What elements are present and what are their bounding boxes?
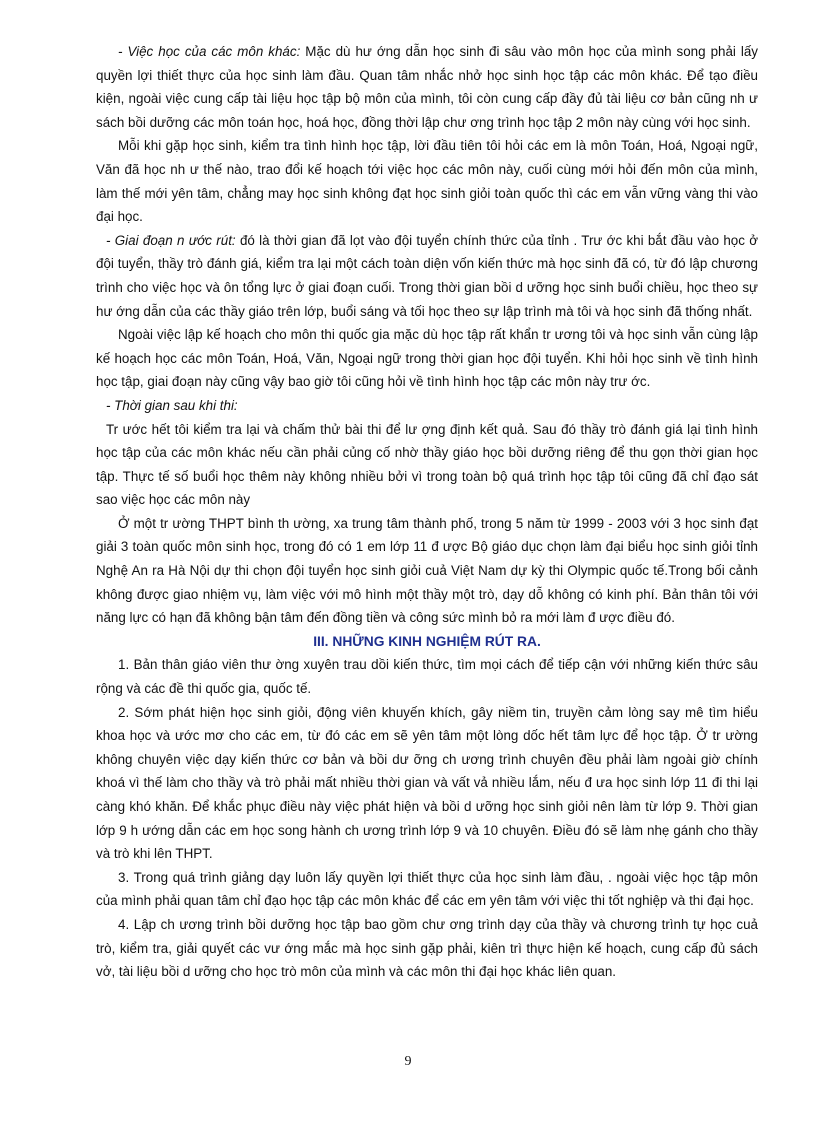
paragraph-meeting-students: Mỗi khi gặp học sinh, kiểm tra tình hình học tập, lời đầu tiên tôi hỏi các em là môn Toán, Hoá, Ngoại ngữ, Văn đã học nh ư thế nào, trao đổi kế hoạch tới việc học các môn này, cuối cùng mới hỏi đến môn của mình, làm thế mới yên tâm, chẳng may học sinh không đạt học sinh giỏi toàn quốc thì các em vẫn vững vàng thi vào đại học. xyxy=(96,138,758,225)
paragraph-label: - Việc học của các môn khác: xyxy=(118,44,301,59)
paragraph-after-exam-label: - Thời gian sau khi thi: xyxy=(106,397,238,413)
document-body xyxy=(96,40,758,984)
paragraph-text: Mặc dù hư ớng dẫn học sinh đi sâu vào môn học của mình song phải lấy quyền lợi thiết thực của học sinh làm đầu. Quan tâm nhắc nhở học sinh học tập các môn khác. Để tạo điều kiện, ngoài việc cung cấp tài liệu học tập bộ môn của mình, tôi còn cung cấp đầy đủ tài liệu cơ bản cũng nh ư sách bồi dưỡng các môn toán học, hoá học, đồng thời lập chư ơng trình học tập 2 môn này cùng với học sinh. xyxy=(96,44,758,130)
list-item-2: 2. Sớm phát hiện học sinh giỏi, động viên khuyến khích, gây niềm tin, truyền cảm lòng say mê tìm hiểu khoa học và ước mơ cho các em, từ đó các em sẽ yên tâm một lòng dốc hết tâm lực để học tập. Ở tr ường không chuyên việc dạy kiến thức cơ bản và bồi dư ỡng ch ương trình chuyên đều phải làm ngoài giờ chính khoá vì thế làm cho thầy và trò phải mất nhiều thời gian và vất vả nhiều lắm, nếu đ ưa học sinh lớp 11 đi thi lại càng khó khăn. Để khắc phục điều này việc phát hiện và bồi d ưỡng học sinh giỏi nên làm từ lớp 9. Thời gian lớp 9 h ướng dẫn các em học song hành ch ương trình lớp 9 và 10 chuyên. Điều đó sẽ làm nhẹ gánh cho thầy và trò khi lên THPT. xyxy=(96,704,758,862)
paragraph-label: - Giai đoạn n ước rút: xyxy=(106,232,236,248)
paragraph-school-results: Ở một tr ường THPT bình th ường, xa trung tâm thành phố, trong 5 năm từ 1999 - 2003 với 3 học sinh đạt giải 3 toàn quốc môn sinh học, trong đó có 1 em lớp 11 đ ược Bộ giáo dục chọn làm đại biểu học sinh giỏi tỉnh Nghệ An ra Hà Nội dự thi chọn đội tuyển học sinh giỏi cuả Việt Nam dự kỳ thi Olympic quốc tế.Trong bối cảnh không được giao nhiệm vụ, làm việc với mô hình một thầy một trò, dạy dỗ không có kinh phí. Bản thân tôi với năng lực có hạn đã không bận tâm đến đồng tiền và công sức mình bỏ ra mới làm đ ược điều đó. xyxy=(96,515,758,626)
paragraph-after-exam: Tr ước hết tôi kiểm tra lại và chấm thử bài thi để lư ợng định kết quả. Sau đó thầy trò đánh giá lại tình hình học tập của các môn khác nếu cần phải củng cố nhờ thầy giáo học bồi dưỡng riêng để thu gọn thời gian học tập. Thực tế số buổi học thêm này không nhiều bởi vì trong toàn bộ quá trình học tập tôi cũng đã chỉ đạo sát sao việc học các môn này xyxy=(96,421,758,508)
paragraph-other-subjects xyxy=(96,40,758,134)
list-item-1: 1. Bản thân giáo viên thư ờng xuyên trau dồi kiến thức, tìm mọi cách để tiếp cận với những kiến thức sâu rộng và các đề thi quốc gia, quốc tế. xyxy=(96,657,758,697)
paragraph-text: đó là thời gian đã lọt vào đội tuyển chính thức của tỉnh . Trư ớc khi bắt đầu vào học ở đội tuyển, thầy trò đánh giá, kiểm tra lại một cách toàn diện vốn kiến thức mà học sinh đã có, từ đó lập chương trình cho việc học và ôn tổng lực ở giai đoạn cuối. Trong thời gian bồi d ưỡng học sinh buổi chiều, học theo sự hư ớng dẫn của các thầy giáo trên lớp, buổi sáng và tối học theo sự lập trình mà tôi và học sinh đã thống nhất. xyxy=(96,232,758,319)
paragraph-final-stage xyxy=(96,229,758,323)
list-item-4: 4. Lập ch ương trình bồi dưỡng học tập bao gồm chư ơng trình dạy của thầy và chương trình tự học cuả trò, kiểm tra, giải quyết các vư ớng mắc mà học sinh gặp phải, kiên trì thực hiện kế hoạch, cung cấp đủ sách vở, tài liệu bồi d ưỡng cho học trò môn của mình và các môn thi đại học khác liên quan. xyxy=(96,916,758,980)
list-item-3: 3. Trong quá trình giảng dạy luôn lấy quyền lợi thiết thực của học sinh làm đầu, . ngoài việc học tập môn của mình phải quan tâm chỉ đạo học tập các môn khác để các em yên tâm với việc thi tốt nghiệp và thi đại học. xyxy=(96,869,758,909)
page-number: 9 xyxy=(404,1054,412,1069)
section-heading: III. NHỮNG KINH NGHIỆM RÚT RA. xyxy=(313,633,541,649)
paragraph-planning: Ngoài việc lập kế hoạch cho môn thi quốc gia mặc dù học tập rất khẩn tr ương tôi và học sinh vẫn cùng lập kế hoạch học các môn Toán, Hoá, Văn, Ngoại ngữ trong thời gian học đội tuyển. Khi hỏi học sinh về tình hình học tập, giai đoạn này cũng vậy bao giờ tôi cũng hỏi về tình hình học tập các môn này trư ớc. xyxy=(96,327,758,390)
